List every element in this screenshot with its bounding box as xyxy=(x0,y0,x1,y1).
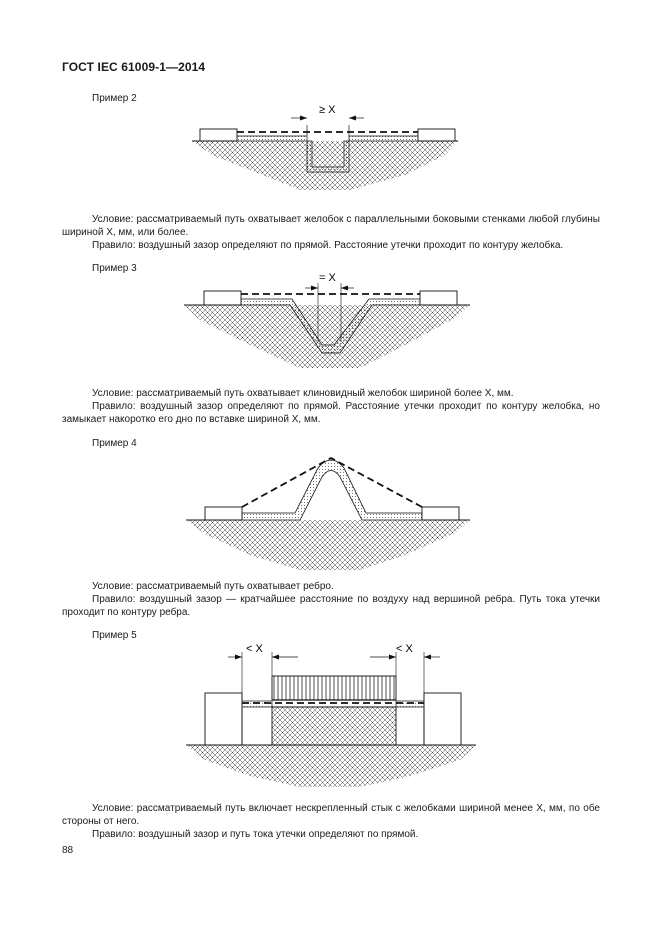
example-5-condition: Условие: рассматриваемый путь включает нескрепленный стык с желобками шириной менее X, мм, по обе стороны от него. xyxy=(62,803,600,827)
example-3-right-conductor xyxy=(420,291,457,305)
example-3-left-conductor xyxy=(204,291,241,305)
example-2-substrate xyxy=(192,141,458,190)
example-3-condition: Условие: рассматриваемый путь охватывает клиновидный желобок шириной более X, мм. xyxy=(92,388,514,399)
example-5-right-channel-fill xyxy=(396,701,424,707)
example-5-substrate xyxy=(186,745,476,787)
example-4-right-conductor xyxy=(422,507,459,520)
example-3-description xyxy=(62,387,600,426)
example-3-figure xyxy=(0,260,661,380)
example-5-label: Пример 5 xyxy=(92,630,137,641)
example-3-dimension-label: = X xyxy=(319,272,336,284)
example-4-left-conductor xyxy=(205,507,242,520)
example-5-insulating-plate xyxy=(272,676,396,700)
example-3-substrate xyxy=(184,305,470,368)
example-4-label: Пример 4 xyxy=(92,438,137,449)
example-4-rule: Правило: воздушный зазор — кратчайшее расстояние по воздуху над вершиной ребра. Путь тока утечки проходит по контуру ребра. xyxy=(62,594,600,618)
example-2-description xyxy=(62,213,600,252)
example-4-description xyxy=(62,580,600,619)
example-2-condition: Условие: рассматриваемый путь охватывает желобок с параллельными боковыми стенками любой глубины шириной X, мм, или более. xyxy=(62,214,600,238)
example-4-figure xyxy=(0,450,661,580)
example-3-label: Пример 3 xyxy=(92,263,137,274)
example-2-dimension-label: ≥ X xyxy=(319,104,336,116)
example-2-rule: Правило: воздушный зазор определяют по прямой. Расстояние утечки проходит по контуру желобка. xyxy=(92,240,564,251)
example-5-figure xyxy=(0,635,661,795)
example-2-label: Пример 2 xyxy=(92,93,137,104)
example-5-left-conductor xyxy=(205,693,242,745)
example-5-right-conductor xyxy=(424,693,461,745)
example-4-substrate xyxy=(186,520,470,570)
page-header-standard-title: ГОСТ IEC 61009-1—2014 xyxy=(62,60,206,74)
example-2-left-conductor xyxy=(200,129,237,141)
example-5-description xyxy=(62,802,600,841)
page-number: 88 xyxy=(62,845,74,856)
example-4-rib xyxy=(242,460,422,520)
example-5-rule: Правило: воздушный зазор и путь тока утечки определяют по прямой. xyxy=(92,829,419,840)
example-2-right-conductor xyxy=(418,129,455,141)
example-5-dimension-left-label: < X xyxy=(246,643,263,655)
example-4-condition: Условие: рассматриваемый путь охватывает ребро. xyxy=(92,581,334,592)
example-5-dimension-right-label: < X xyxy=(396,643,413,655)
example-5-left-channel-fill xyxy=(242,701,272,707)
example-3-rule: Правило: воздушный зазор определяют по прямой. Расстояние утечки проходит по контуру желобка, но замыкает накоротко его дно по вставке шириной X, мм. xyxy=(62,401,600,425)
